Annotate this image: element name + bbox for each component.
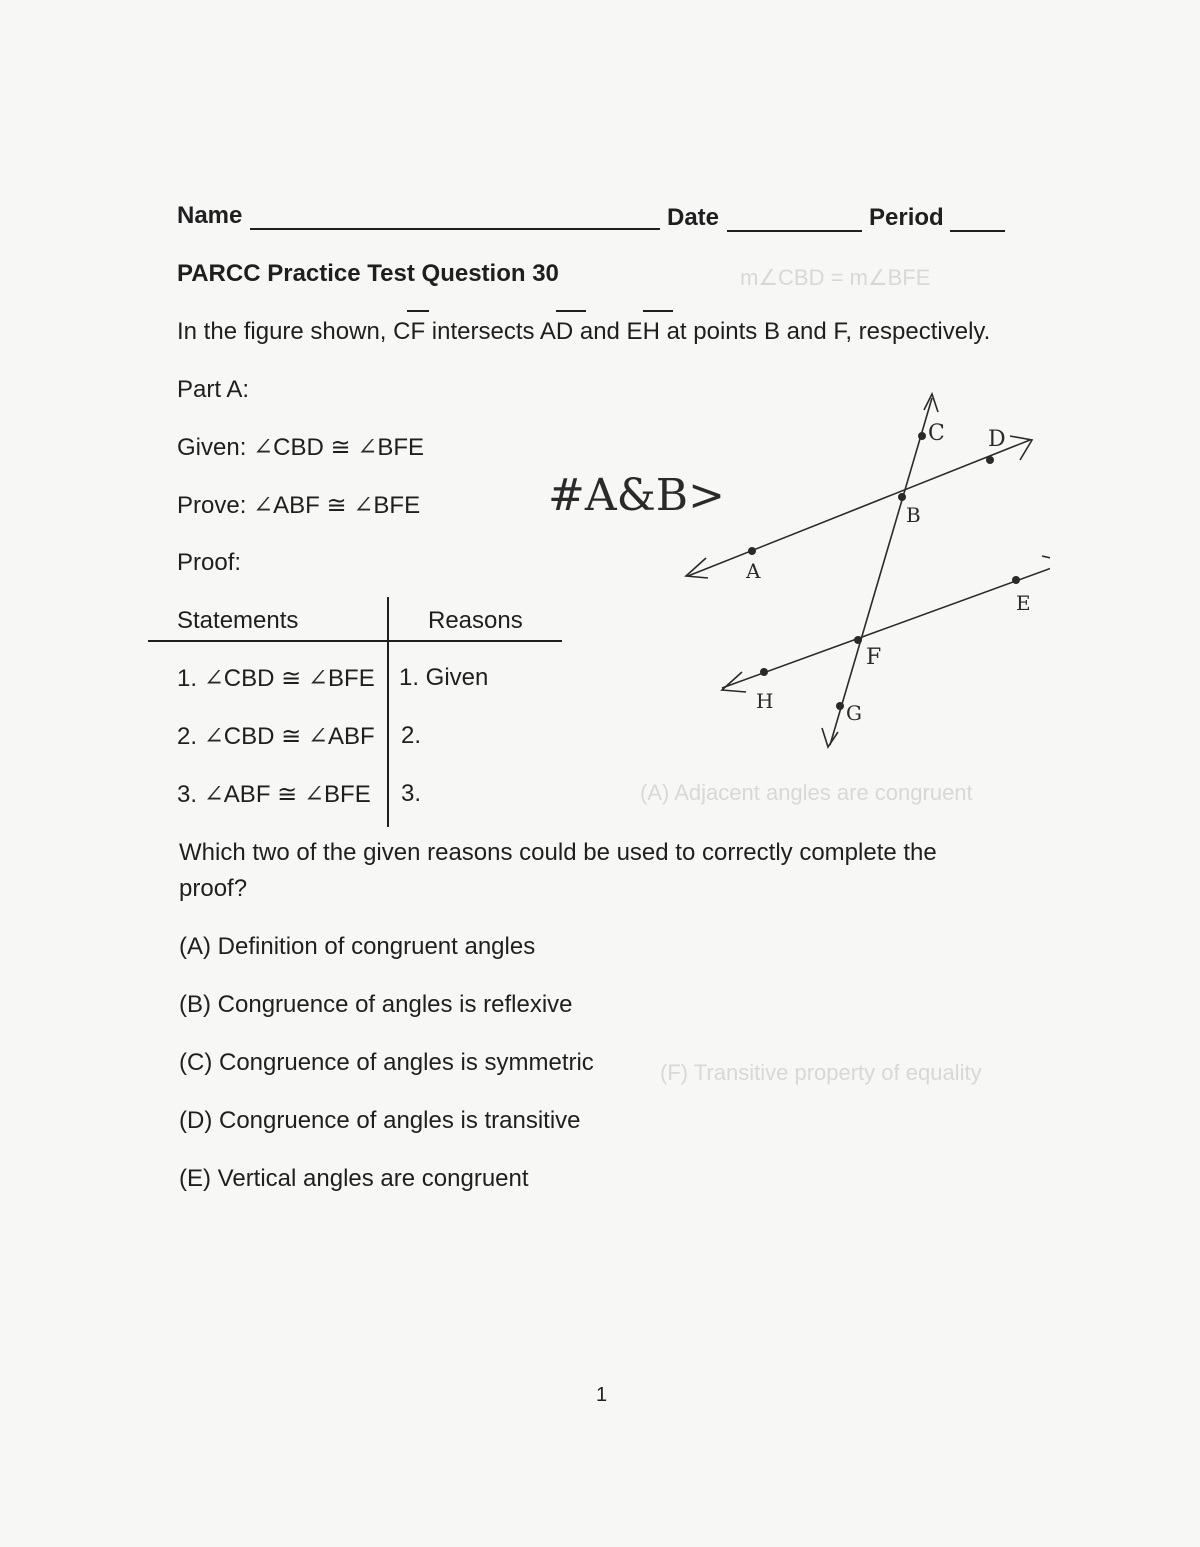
- name-field[interactable]: [250, 228, 660, 230]
- overline-cf: [407, 310, 429, 312]
- arrow-right-icon: [1042, 556, 1050, 580]
- page-title: PARCC Practice Test Question 30: [177, 260, 559, 287]
- date-field[interactable]: [727, 230, 862, 232]
- point-a: [748, 547, 756, 555]
- point-b: [898, 493, 906, 501]
- table-header-rule: [148, 640, 562, 642]
- row-reason: 3.: [401, 780, 422, 807]
- row-number: 1.: [177, 665, 198, 692]
- transversal-cg: [830, 398, 932, 745]
- label-a: A: [746, 559, 761, 583]
- label-h: H: [756, 689, 774, 713]
- point-h: [760, 668, 768, 676]
- congruent-symbol: ≅: [326, 492, 347, 519]
- given-statement: [177, 433, 424, 462]
- congruent-symbol: ≅: [330, 434, 351, 461]
- option-d[interactable]: (D) Congruence of angles is transitive: [179, 1107, 581, 1134]
- overline-eh: [643, 310, 673, 312]
- label-c: C: [928, 421, 945, 446]
- page-number: 1: [596, 1384, 608, 1406]
- reasons-header: Reasons: [428, 607, 523, 634]
- option-e[interactable]: (E) Vertical angles are congruent: [179, 1165, 529, 1192]
- period-label: Period: [869, 204, 944, 231]
- question-line-2: proof?: [179, 875, 248, 902]
- label-f: F: [866, 645, 882, 670]
- overline-ad: [556, 310, 586, 312]
- angle-icon: ∠: [203, 722, 224, 750]
- congruent-symbol: ≅: [281, 723, 302, 750]
- row-angle-a: CBD: [223, 723, 275, 750]
- row-reason: 2.: [401, 722, 422, 749]
- congruent-symbol: ≅: [277, 781, 298, 808]
- given-angle-2: BFE: [377, 434, 425, 461]
- angle-icon: ∠: [253, 433, 274, 461]
- row-angle-b: ABF: [328, 723, 375, 750]
- arrow-left-icon: [722, 672, 746, 692]
- point-f: [854, 636, 862, 644]
- angle-icon: ∠: [307, 664, 329, 692]
- bleed-through-text: (A) Adjacent angles are congruent: [640, 780, 973, 805]
- arrow-right-icon: [1010, 436, 1032, 460]
- prove-label: Prove:: [177, 492, 247, 519]
- given-label: Given:: [177, 434, 247, 461]
- period-field[interactable]: [950, 230, 1005, 232]
- bleed-through-text: (F) Transitive property of equality: [660, 1060, 982, 1085]
- angle-icon: ∠: [357, 433, 378, 461]
- option-c[interactable]: (C) Congruence of angles is symmetric: [179, 1049, 594, 1076]
- handwritten-note: #A&B>: [548, 470, 726, 521]
- angle-icon: ∠: [203, 664, 224, 692]
- angle-icon: ∠: [303, 780, 325, 808]
- line-eh: [722, 562, 1050, 688]
- angle-icon: ∠: [307, 722, 329, 750]
- option-b[interactable]: (B) Congruence of angles is reflexive: [179, 991, 573, 1018]
- option-a[interactable]: (A) Definition of congruent angles: [179, 933, 536, 960]
- prove-statement: [177, 491, 420, 520]
- row-angle-a: ABF: [223, 781, 271, 808]
- part-label: Part A:: [177, 376, 250, 403]
- table-row: [177, 664, 375, 693]
- label-b: B: [906, 503, 921, 527]
- row-angle-b: BFE: [328, 665, 375, 692]
- geometry-figure: [670, 380, 1050, 760]
- given-angle-1: CBD: [273, 434, 324, 461]
- label-d: D: [988, 427, 1006, 452]
- label-g: G: [846, 701, 862, 725]
- row-number: 3.: [177, 781, 198, 808]
- angle-icon: ∠: [203, 780, 224, 808]
- row-number: 2.: [177, 723, 198, 750]
- question-line-1: Which two of the given reasons could be used to correctly complete the: [179, 839, 937, 866]
- table-row: [177, 780, 371, 809]
- table-column-divider: [387, 597, 389, 827]
- row-angle-b: BFE: [324, 781, 371, 808]
- angle-icon: ∠: [353, 491, 374, 519]
- angle-icon: ∠: [253, 491, 274, 519]
- arrow-down-icon: [822, 728, 838, 747]
- point-e: [1012, 576, 1020, 584]
- date-label: Date: [667, 204, 720, 231]
- point-g: [836, 702, 844, 710]
- proof-label: Proof:: [177, 549, 242, 576]
- prove-angle-1: ABF: [273, 492, 320, 519]
- statements-header: Statements: [177, 607, 299, 634]
- row-angle-a: CBD: [223, 665, 275, 692]
- line-ad: [688, 440, 1030, 576]
- congruent-symbol: ≅: [281, 665, 302, 692]
- row-reason: 1. Given: [399, 664, 489, 691]
- prove-angle-2: BFE: [373, 492, 421, 519]
- label-e: E: [1016, 591, 1031, 615]
- point-c: [918, 432, 926, 440]
- name-label: Name: [177, 202, 243, 229]
- table-row: [177, 722, 375, 751]
- intro-text: In the figure shown, CF intersects AD and EH at points B and F, respectively.: [177, 318, 991, 345]
- bleed-through-text: m∠CBD = m∠BFE: [740, 265, 931, 290]
- point-d: [986, 456, 994, 464]
